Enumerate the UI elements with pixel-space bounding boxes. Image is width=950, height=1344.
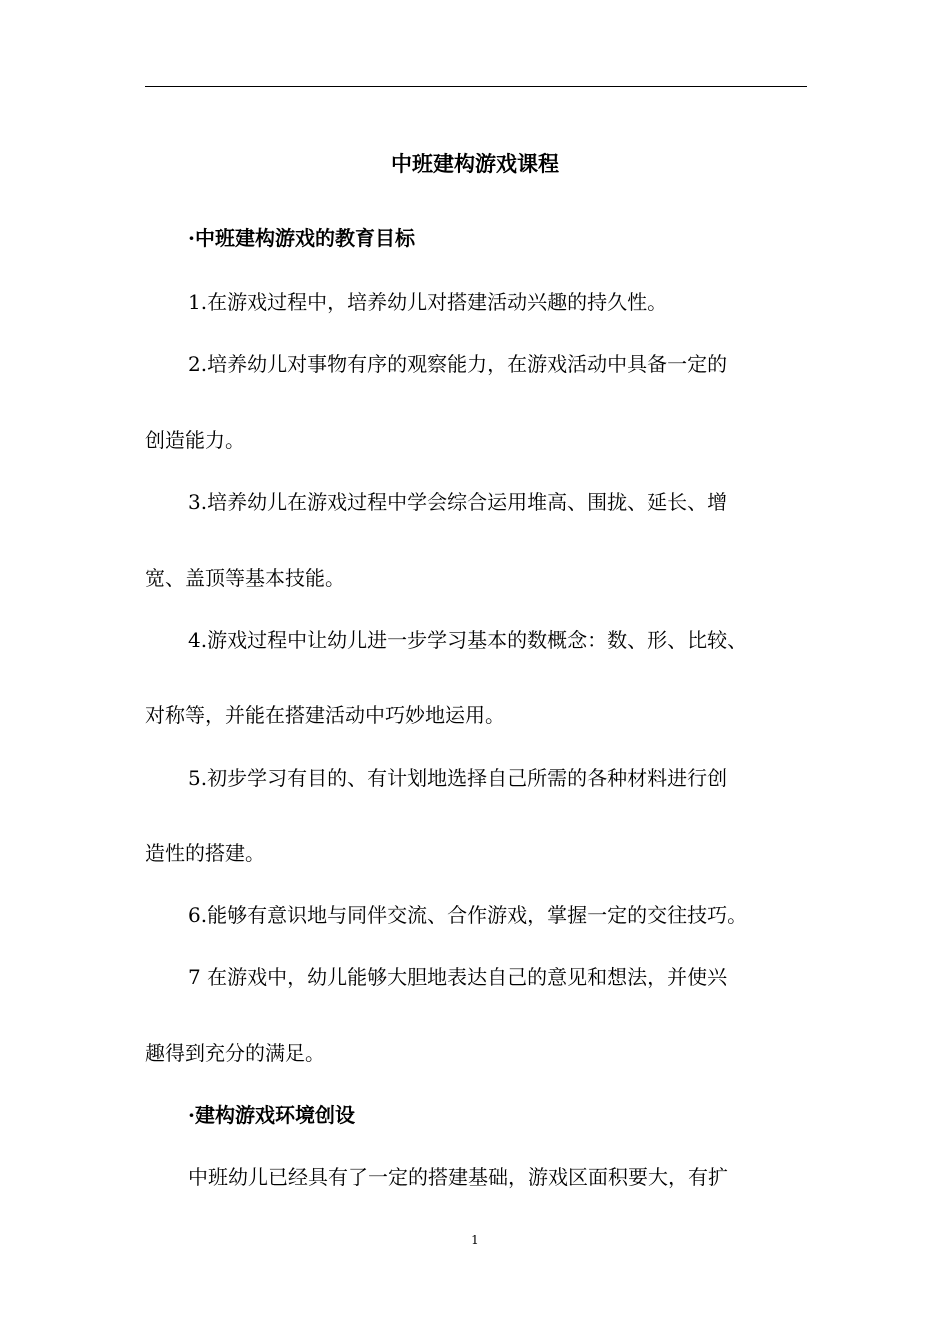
paragraph-line: 2.培养幼儿对事物有序的观察能力，在游戏活动中具备一定的 — [188, 352, 728, 376]
paragraph-line: 创造能力。 — [145, 428, 245, 452]
paragraph-line: 趣得到充分的满足。 — [145, 1041, 325, 1065]
paragraph-line: 4.游戏过程中让幼儿进一步学习基本的数概念：数、形、比较、 — [188, 628, 748, 652]
document-title: 中班建构游戏课程 — [391, 151, 559, 176]
paragraph-line: 宽、盖顶等基本技能。 — [145, 566, 345, 590]
section-heading-environment: ·建构游戏环境创设 — [188, 1103, 355, 1127]
paragraph-line: 6.能够有意识地与同伴交流、合作游戏，掌握一定的交往技巧。 — [188, 903, 748, 927]
paragraph-line: 5.初步学习有目的、有计划地选择自己所需的各种材料进行创 — [188, 766, 728, 790]
paragraph-line: 中班幼儿已经具有了一定的搭建基础，游戏区面积要大，有扩 — [188, 1165, 728, 1189]
paragraph-line: 3.培养幼儿在游戏过程中学会综合运用堆高、围拢、延长、增 — [188, 490, 728, 514]
paragraph-line: 1.在游戏过程中，培养幼儿对搭建活动兴趣的持久性。 — [188, 290, 668, 314]
header-rule — [145, 86, 807, 87]
paragraph-line: 对称等，并能在搭建活动中巧妙地运用。 — [145, 703, 505, 727]
paragraph-line: 造性的搭建。 — [145, 841, 265, 865]
paragraph-line: 7 在游戏中，幼儿能够大胆地表达自己的意见和想法，并使兴 — [188, 965, 728, 989]
page-number: 1 — [471, 1233, 479, 1247]
section-heading-goals: ·中班建构游戏的教育目标 — [188, 226, 415, 250]
